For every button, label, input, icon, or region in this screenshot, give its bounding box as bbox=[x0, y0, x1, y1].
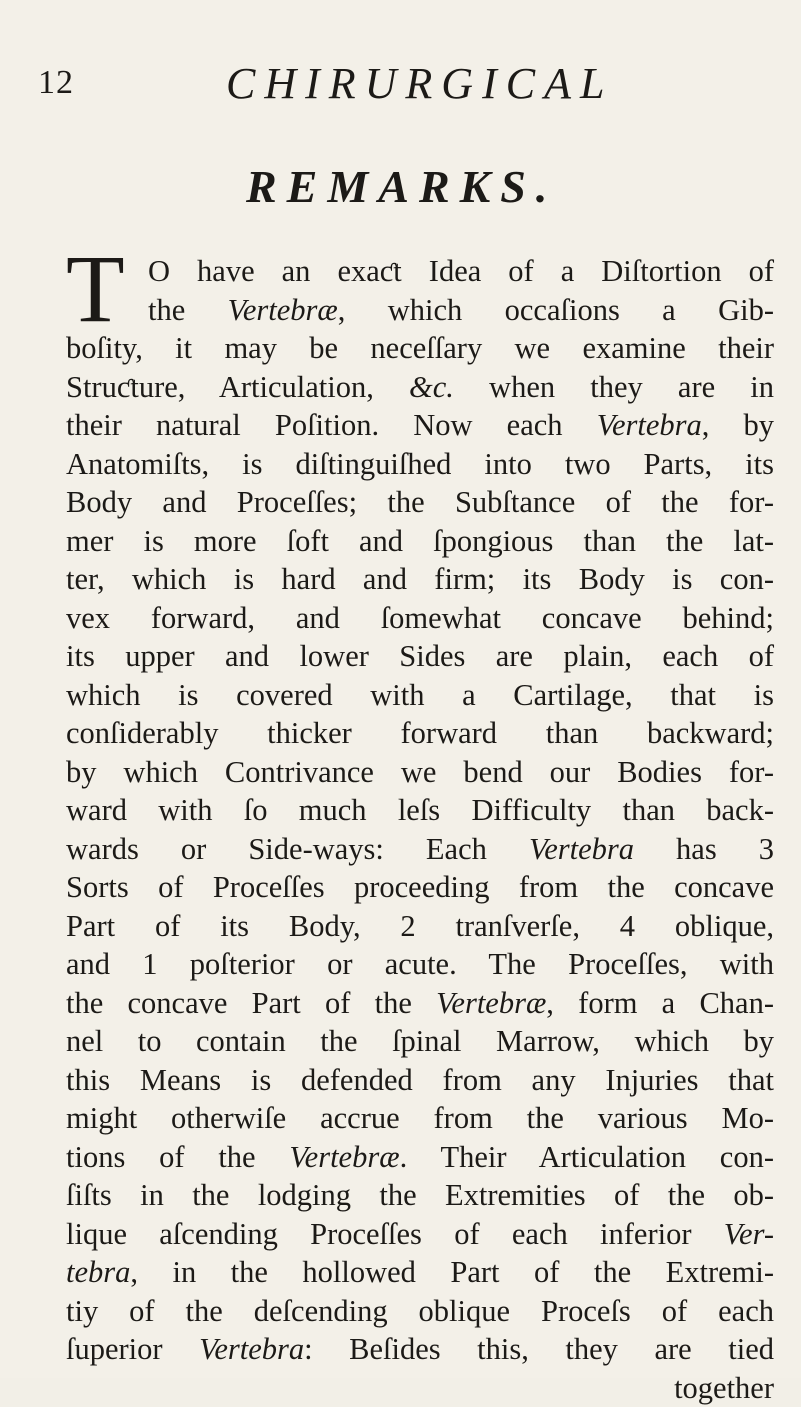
text-line: nel to contain the ſpinal Marrow, which by bbox=[66, 1022, 774, 1061]
text-line: boſity, it may be neceſſary we examine their bbox=[66, 329, 774, 368]
drop-cap: T bbox=[66, 248, 125, 330]
text-line: vex forward, and ſomewhat concave behind; bbox=[66, 599, 774, 638]
text-line: which is covered with a Cartilage, that is bbox=[66, 676, 774, 715]
text-line: and 1 poſterior or acute. The Proceſſes, with bbox=[66, 945, 774, 984]
text-line: tiy of the deſcending oblique Proceſs of each bbox=[66, 1292, 774, 1331]
text-line: ſuperior Vertebra: Beſides this, they are tied bbox=[66, 1330, 774, 1369]
text-line: ward with ſo much leſs Difficulty than back- bbox=[66, 791, 774, 830]
text-line: this Means is defended from any Injuries that bbox=[66, 1061, 774, 1100]
text-line: Part of its Body, 2 tranſverſe, 4 oblique, bbox=[66, 907, 774, 946]
text-line: conſiderably thicker forward than backward; bbox=[66, 714, 774, 753]
text-line: wards or Side-ways: Each Vertebra has 3 bbox=[66, 830, 774, 869]
text-line: their natural Poſition. Now each Vertebra, by bbox=[66, 406, 774, 445]
text-line: mer is more ſoft and ſpongious than the lat- bbox=[66, 522, 774, 561]
text-line: Sorts of Proceſſes proceeding from the concave bbox=[66, 868, 774, 907]
text-line: tions of the Vertebræ. Their Articulation con- bbox=[66, 1138, 774, 1177]
text-line: lique aſcending Proceſſes of each inferior Ver- bbox=[66, 1215, 774, 1254]
text-line: O have an exaƈt Idea of a Diſtortion of bbox=[66, 252, 774, 291]
section-title: REMARKS. bbox=[0, 160, 801, 213]
text-line: might otherwiſe accrue from the various Mo- bbox=[66, 1099, 774, 1138]
running-head bbox=[138, 58, 778, 118]
text-line: Anatomiſts, is diſtinguiſhed into two Parts, its bbox=[66, 445, 774, 484]
text-line: ter, which is hard and firm; its Body is con- bbox=[66, 560, 774, 599]
body-text bbox=[66, 252, 774, 1407]
text-line: the Vertebræ, which occaſions a Gib- bbox=[66, 291, 774, 330]
text-line: Struƈture, Articulation, &c. when they are in bbox=[66, 368, 774, 407]
running-title: CHIRURGICAL bbox=[226, 58, 613, 109]
text-line: ſiſts in the lodging the Extremities of the ob- bbox=[66, 1176, 774, 1215]
text-line: by which Contrivance we bend our Bodies for- bbox=[66, 753, 774, 792]
catchword: together bbox=[66, 1369, 774, 1407]
text-line: the concave Part of the Vertebræ, form a Chan- bbox=[66, 984, 774, 1023]
text-line: Body and Proceſſes; the Subſtance of the for- bbox=[66, 483, 774, 522]
text-line: its upper and lower Sides are plain, each of bbox=[66, 637, 774, 676]
text-line: tebra, in the hollowed Part of the Extremi- bbox=[66, 1253, 774, 1292]
page-number: 12 bbox=[38, 64, 74, 102]
